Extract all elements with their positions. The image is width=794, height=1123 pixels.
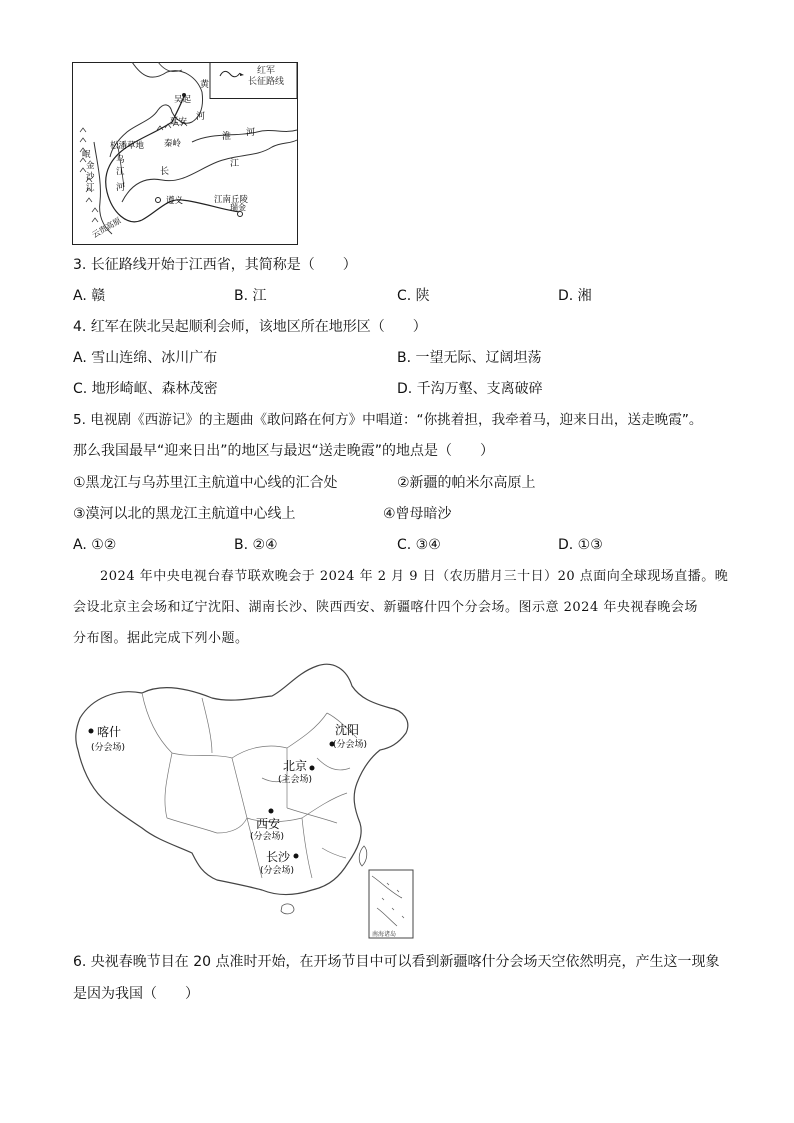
taiwan-island xyxy=(359,846,367,866)
q4-option-c[interactable]: C. 地形崎岖、森林茂密 xyxy=(73,381,218,397)
label-min: 岷 xyxy=(82,150,91,160)
legend-line2: 长征路线 xyxy=(248,77,285,87)
label-jinsha-jin: 金 xyxy=(86,161,95,171)
q5-item-1: ①黑龙江与乌苏里江主航道中心线的汇合处 xyxy=(73,475,338,491)
long-march-map xyxy=(72,62,298,245)
label-zunyi: 遵义 xyxy=(166,196,184,206)
label-jinsha-jiang: 江 xyxy=(86,183,95,193)
label-huang: 黄 xyxy=(200,80,210,90)
xian-sub: (分会场) xyxy=(250,832,285,842)
q5-stem-line1: 5. 电视剧《西游记》的主题曲《敢问路在何方》中唱道：“你挑着担，我牵着马，迎来日出，送走晚霞”。 xyxy=(73,412,703,428)
zunyi-dot xyxy=(156,198,161,203)
kashi-label: 喀什 xyxy=(97,725,122,739)
label-jiang: 江 xyxy=(230,159,240,169)
label-huai: 淮 xyxy=(222,132,232,142)
ruijin-dot xyxy=(238,212,243,217)
label-he-min: 河 xyxy=(116,183,126,193)
q3-option-d[interactable]: D. 湘 xyxy=(558,288,592,304)
south-sea-inset xyxy=(369,870,413,938)
q4-option-a[interactable]: A. 雪山连绵、冰川广布 xyxy=(73,350,218,366)
passage-line3: 分布图。据此完成下列小题。 xyxy=(73,631,249,646)
label-chang: 长 xyxy=(160,167,170,177)
beijing-label: 北京 xyxy=(283,759,308,773)
label-he-huai: 河 xyxy=(246,128,256,138)
label-wuqi: 吴起 xyxy=(174,95,192,105)
changsha-label: 长沙 xyxy=(266,850,291,864)
q6-stem-line2: 是因为我国（ ） xyxy=(73,986,199,1002)
q6-stem-line1: 6. 央视春晚节目在 20 点准时开始，在开场节目中可以看到新疆喀什分会场天空依然明亮，产生这一现象 xyxy=(73,954,720,970)
legend-line1: 红军 xyxy=(257,66,276,76)
xian-label: 西安 xyxy=(256,817,281,831)
passage-line1: 2024 年中央电视台春节联欢晚会于 2024 年 2 月 9 日（农历腊月三十日）20 点面向全球现场直播。晚 xyxy=(100,569,729,584)
changsha-dot xyxy=(294,854,299,859)
q4-option-b[interactable]: B. 一望无际、辽阔坦荡 xyxy=(397,350,542,366)
q3-option-a[interactable]: A. 赣 xyxy=(73,288,106,304)
q5-option-b[interactable]: B. ②④ xyxy=(234,537,278,553)
kashi-sub: (分会场) xyxy=(91,743,126,753)
xian-dot xyxy=(269,809,274,814)
q5-option-d[interactable]: D. ①③ xyxy=(558,537,603,553)
label-jiang-wu: 江 xyxy=(116,167,125,177)
kashi-dot xyxy=(89,729,94,734)
shenyang-label: 沈阳 xyxy=(335,723,360,737)
q5-stem-line2: 那么我国最早“迎来日出”的地区与最迟“送走晚霞”的地点是（ ） xyxy=(73,443,495,459)
label-yanan: 延安 xyxy=(170,117,188,127)
shenyang-sub: (分会场) xyxy=(333,740,368,750)
label-wu: 乌 xyxy=(116,155,125,165)
beijing-sub: (主会场) xyxy=(278,775,313,785)
q5-item-3: ③漠河以北的黑龙江主航道中心线上 xyxy=(73,506,296,522)
label-qinling: 秦岭 xyxy=(164,139,182,149)
label-jinsha-sha: 沙 xyxy=(86,172,95,182)
q5-option-c[interactable]: C. ③④ xyxy=(397,537,441,553)
china-venue-map xyxy=(72,658,417,940)
q5-item-2: ②新疆的帕米尔高原上 xyxy=(397,475,536,491)
label-he-yellow: 河 xyxy=(196,112,206,122)
inset-label: 南海诸岛 xyxy=(372,931,397,938)
q5-option-a[interactable]: A. ①② xyxy=(73,537,117,553)
q5-item-4: ④曾母暗沙 xyxy=(383,506,452,522)
q3-option-c[interactable]: C. 陕 xyxy=(397,288,430,304)
label-yungui: 云贵高原 xyxy=(90,215,123,240)
beijing-dot xyxy=(310,766,315,771)
label-songpan: 松潘草地 xyxy=(110,141,145,151)
hainan-island xyxy=(281,904,294,914)
q4-stem: 4. 红军在陕北吴起顺利会师，该地区所在地形区（ ） xyxy=(73,319,427,335)
q3-stem: 3. 长征路线开始于江西省，其简称是（ ） xyxy=(73,257,357,273)
q4-option-d[interactable]: D. 千沟万壑、支离破碎 xyxy=(397,381,543,397)
q3-option-b[interactable]: B. 江 xyxy=(234,288,267,304)
changsha-sub: (分会场) xyxy=(260,866,295,876)
label-ruijin: 瑞金 xyxy=(230,203,246,212)
label-jiangnan: 江南丘陵 xyxy=(214,195,249,205)
passage-line2: 会设北京主会场和辽宁沈阳、湖南长沙、陕西西安、新疆喀什四个分会场。图示意 2024 年央视春晚会场 xyxy=(73,600,698,615)
china-outline xyxy=(76,664,408,894)
